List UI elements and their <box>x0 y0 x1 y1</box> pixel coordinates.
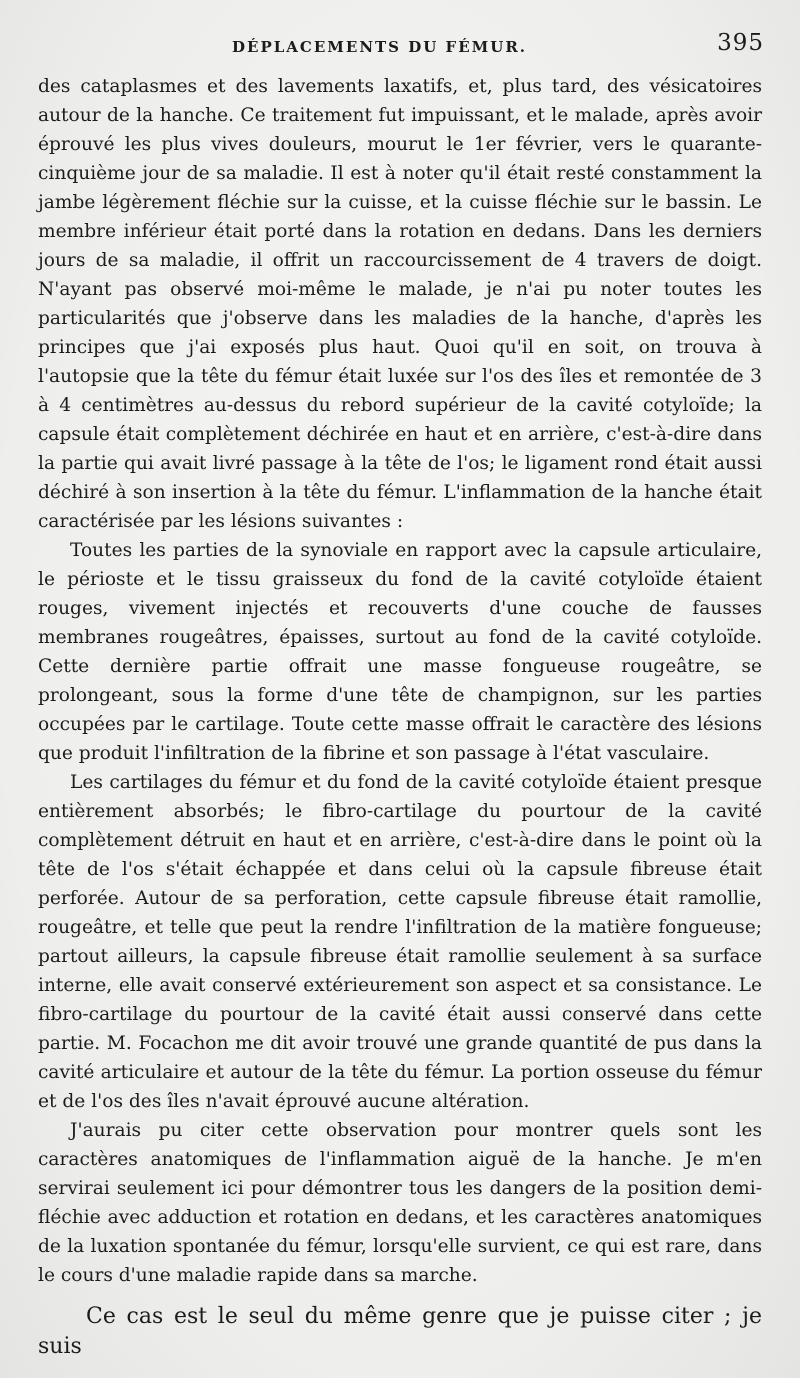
paragraph-4: J'aurais pu citer cette observation pour montrer quels sont les caractères anatomiques de l'inflammation aiguë de la hanche. Je m'en servirai seulement ici pour démontrer tous les dangers de la position demi-fléchie avec adduction et rotation en dedans, et les caractères anatomiques de la luxation spontanée du fémur, lorsqu'elle survient, ce qui est rare, dans le cours d'une maladie rapide dans sa marche. <box>38 1120 762 1286</box>
page-number: 395 <box>717 30 764 56</box>
running-head: DÉPLACEMENTS DU FÉMUR. <box>232 38 528 56</box>
body-text <box>38 72 762 1290</box>
closing-line: Ce cas est le seul du même genre que je puisse citer ; je suis <box>38 1304 762 1359</box>
paragraph-2: Toutes les parties de la synoviale en rapport avec la capsule articulaire, le périoste et le tissu graisseux du fond de la cavité cotyloïde étaient rouges, vivement injectés et recouverts d'une couche de fausses membranes rougeâtres, épaisses, surtout au fond de la cavité cotyloïde. Cette dernière partie offrait une masse fongueuse rougeâtre, se prolongeant, sous la forme d'une tête de champignon, sur les parties occupées par le cartilage. Toute cette masse offrait le caractère des lésions que produit l'infiltration de la fibrine et son passage à l'état vasculaire. <box>38 540 762 764</box>
page-header <box>38 30 764 64</box>
paragraph-3: Les cartilages du fémur et du fond de la cavité cotyloïde étaient presque entièrement absorbés; le fibro-cartilage du pourtour de la cavité complètement détruit en haut et en arrière, c'est-à-dire dans le point où la tête de l'os s'était échappée et dans celui où la capsule fibreuse était perforée. Autour de sa perforation, cette capsule fibreuse était ramollie, rougeâtre, et telle que peut la rendre l'infiltration de la matière fongueuse; partout ailleurs, la capsule fibreuse était ramollie seulement à sa surface interne, elle avait conservé extérieurement son aspect et sa consistance. Le fibro-cartilage du pourtour de la cavité était aussi conservé dans cette partie. M. Focachon me dit avoir trouvé une grande quantité de pus dans la cavité articulaire et autour de la tête du fémur. La portion osseuse du fémur et de l'os des îles n'avait éprouvé aucune altération. <box>38 772 762 1112</box>
paragraph-1: des cataplasmes et des lavements laxatifs, et, plus tard, des vésicatoires autour de la hanche. Ce traitement fut impuissant, et le malade, après avoir éprouvé les plus vives douleurs, mourut le 1er février, vers le quarante-cinquième jour de sa maladie. Il est à noter qu'il était resté constamment la jambe légèrement fléchie sur la cuisse, et la cuisse fléchie sur le bassin. Le membre inférieur était porté dans la rotation en dedans. Dans les derniers jours de sa maladie, il offrit un raccourcissement de 4 travers de doigt. N'ayant pas observé moi-même le malade, je n'ai pu noter toutes les particularités que j'observe dans les maladies de la hanche, d'après les principes que j'ai exposés plus haut. Quoi qu'il en soit, on trouva à l'autopsie que la tête du fémur était luxée sur l'os des îles et remontée de 3 à 4 centimètres au-dessus du rebord supérieur de la cavité cotyloïde; la capsule était complètement déchirée en haut et en arrière, c'est-à-dire dans la partie qui avait livré passage à la tête de l'os; le ligament rond était aussi déchiré à son insertion à la tête du fémur. L'inflammation de la hanche était caractérisée par les lésions suivantes : <box>38 76 762 532</box>
